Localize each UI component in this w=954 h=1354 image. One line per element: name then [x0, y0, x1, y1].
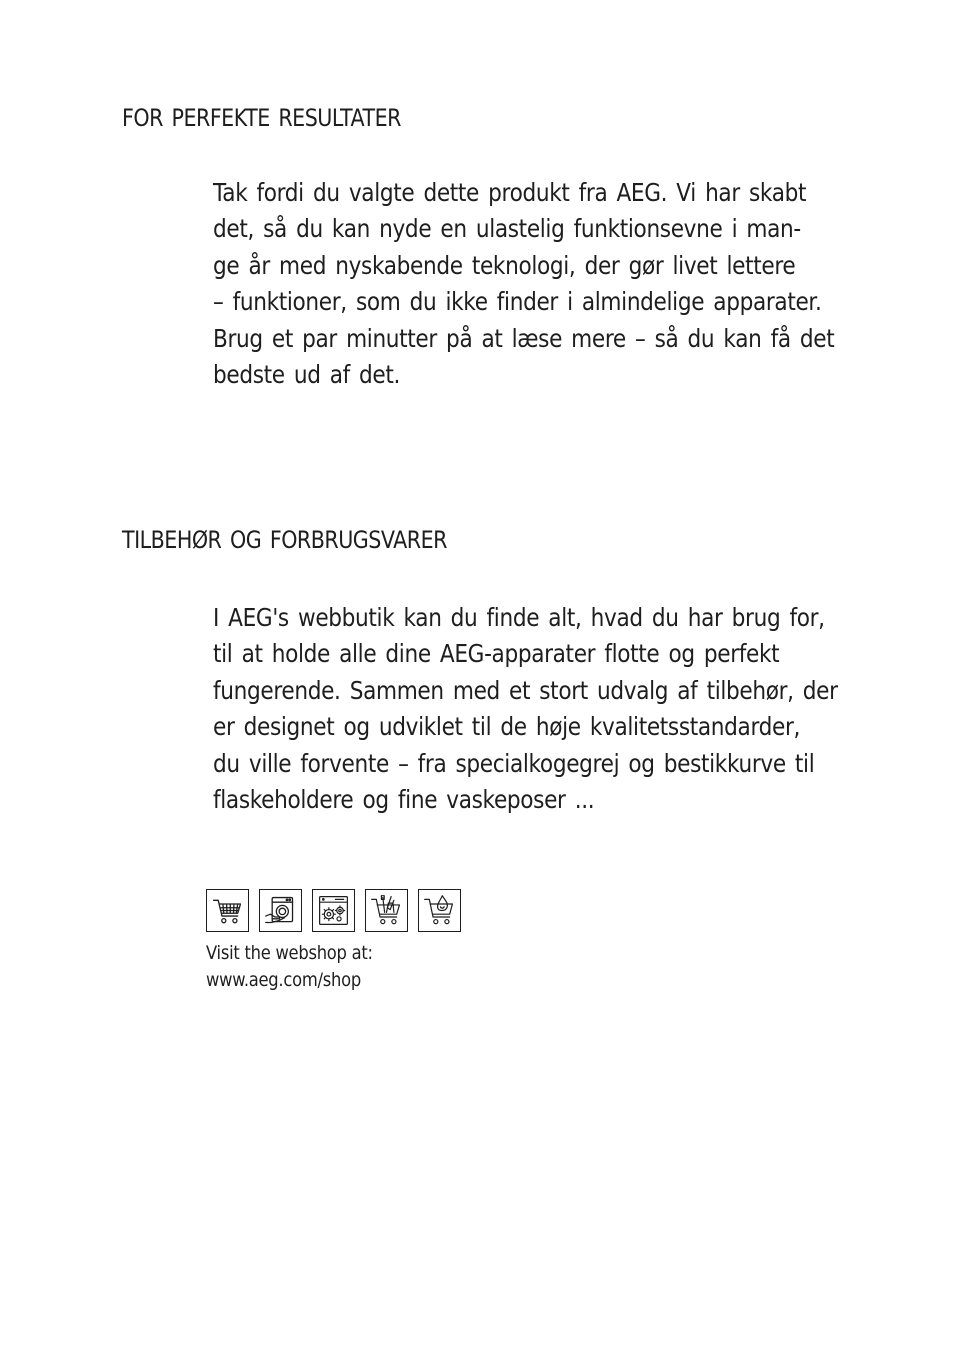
paragraph-line: I AEG's webbutik kan du finde alt, hvad du har brug for,: [213, 603, 825, 632]
webshop-url[interactable]: www.aeg.com/shop: [206, 969, 361, 991]
section-heading-perfect-results: FOR PERFEKTE RESULTATER: [122, 104, 401, 132]
paragraph-line: bedste ud af det.: [213, 360, 401, 390]
paragraph-line: – funktioner, som du ikke finder i almindelige apparater.: [213, 287, 822, 317]
cart-drop-icon: [418, 889, 461, 932]
paragraph-line: ge år med nyskabende teknologi, der gør livet lettere: [213, 250, 796, 280]
intro-paragraph: [213, 175, 834, 393]
paragraph-line: er designet og udviklet til de høje kvalitetsstandarder,: [213, 712, 801, 742]
washing-machine-hand-icon: [259, 889, 302, 932]
dishwasher-gears-icon: [312, 889, 355, 932]
accessories-paragraph: [213, 600, 838, 818]
cart-tools-icon: [365, 889, 408, 932]
webshop-caption: [206, 940, 373, 994]
paragraph-line: Tak fordi du valgte dette produkt fra AEG. Vi har skabt: [213, 178, 807, 207]
paragraph-line: det, så du kan nyde en ulastelig funktionsevne i man-: [213, 214, 801, 244]
paragraph-line: flaskeholdere og fine vaskeposer ...: [213, 785, 595, 815]
paragraph-line: Brug et par minutter på at læse mere – så du kan få det: [213, 323, 835, 353]
paragraph-line: du ville forvente – fra specialkogegrej og bestikkurve til: [213, 748, 815, 778]
webshop-text: Visit the webshop at:: [206, 942, 373, 964]
section-heading-accessories: TILBEHØR OG FORBRUGSVARER: [122, 526, 447, 554]
shopping-cart-icon: [206, 889, 249, 932]
paragraph-line: til at holde alle dine AEG-apparater flotte og perfekt: [213, 639, 780, 669]
webshop-icon-row: [206, 889, 461, 932]
paragraph-line: fungerende. Sammen med et stort udvalg af tilbehør, der: [213, 675, 838, 705]
